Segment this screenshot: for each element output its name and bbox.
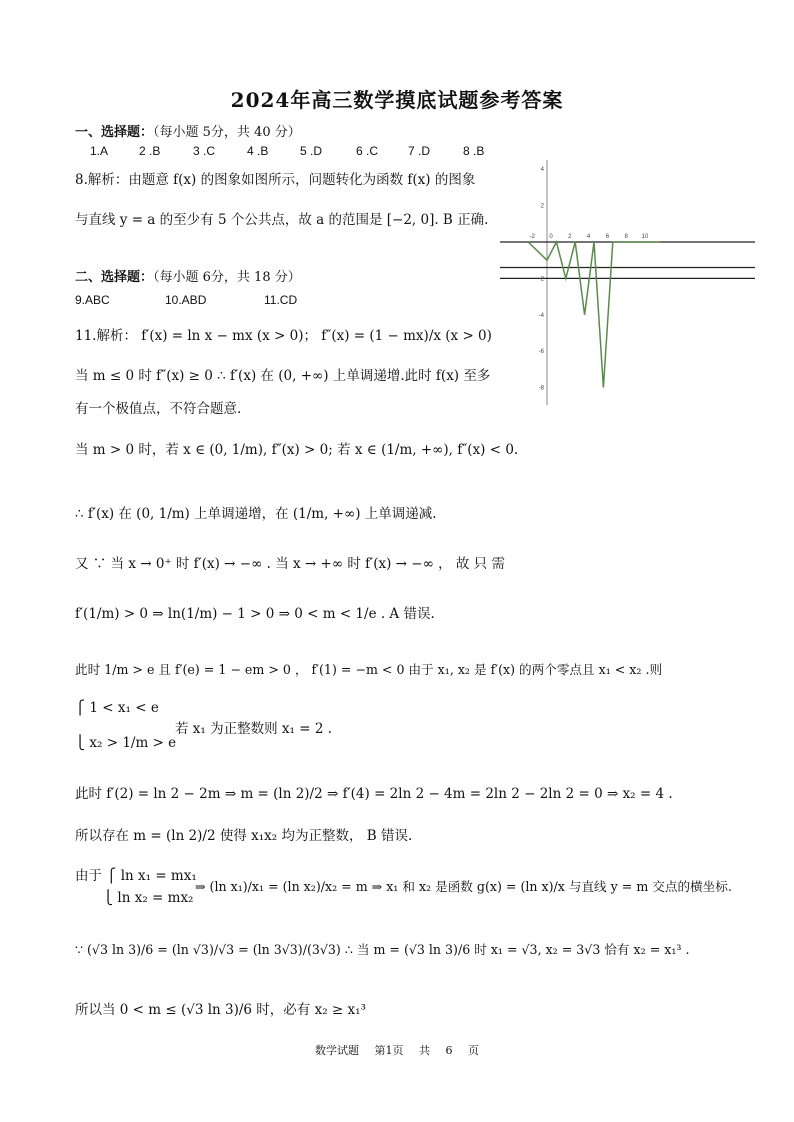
function-graph xyxy=(500,155,755,407)
section2-heading xyxy=(75,266,301,285)
x-tick-label: 6 xyxy=(605,234,610,240)
x-tick-label: -2 xyxy=(529,234,535,240)
q8-line1: 8.解析：由题意 f(x) 的图象如图所示，问题转化为函数 f(x) 的图象 xyxy=(75,172,476,188)
y-tick-label: -4 xyxy=(538,312,544,319)
q11-line13: ∵ (√3 ln 3)/6 = (ln √3)/√3 = (ln 3√3)/(3√3) ∴ 当 m = (√3 ln 3)/6 时 x₁ = √3, x₂ = 3√3 恰有 x₂ = x₁³ . xyxy=(75,942,690,957)
answer-6: 6 .C xyxy=(356,144,379,158)
section2-note: （每小题 6分，共 18 分） xyxy=(153,270,301,285)
q8-line2: 与直线 y = a 的至少有 5 个公共点，故 a 的范围是 [−2, 0]. B 正确. xyxy=(75,212,489,228)
page-footer: 数学试题 第1页 共 6 页 xyxy=(315,1044,479,1057)
y-tick-label: -2 xyxy=(538,276,544,283)
q11-system2-row1: 由于 ⎧ ln x₁ = mx₁ xyxy=(75,868,197,884)
q11-line5: ∴ f′(x) 在 (0, 1/m) 上单调递增，在 (1/m, +∞) 上单调递减. xyxy=(75,506,437,522)
x-tick-label: 4 xyxy=(586,234,591,240)
function-curve xyxy=(528,242,660,388)
answer-11: 11.CD xyxy=(264,293,298,307)
answer-3: 3 .C xyxy=(193,144,216,158)
q11-line14: 所以当 0 < m ≤ (√3 ln 3)/6 时，必有 x₂ ≥ x₁³ xyxy=(75,1002,366,1018)
answer-8: 8 .B xyxy=(463,144,485,158)
graph-layer xyxy=(500,160,755,405)
answer-2: 2 .B xyxy=(139,144,161,158)
q11-line8: 此时 1/m > e 且 f′(e) = 1 − em > 0 ， f′(1) = −m < 0 由于 x₁, x₂ 是 f′(x) 的两个零点且 x₁ < x₂ .则 xyxy=(75,662,663,677)
q11-line7: f′(1/m) > 0 ⇒ ln(1/m) − 1 > 0 ⇒ 0 < m < 1/e . A 错误. xyxy=(75,606,435,622)
answer-1: 1.A xyxy=(90,144,109,158)
answer-9: 9.ABC xyxy=(75,293,110,307)
q11-line4: 当 m > 0 时，若 x ∈ (0, 1/m), f″(x) > 0; 若 x ∈ (1/m, +∞), f″(x) < 0. xyxy=(75,442,519,458)
x-tick-label: 10 xyxy=(641,234,649,240)
q11-system2-conclusion: ⇒ (ln x₁)/x₁ = (ln x₂)/x₂ = m ⇒ x₁ 和 x₂ 是函数 g(x) = (ln x)/x 与直线 y = m 交点的横坐标. xyxy=(195,879,732,894)
section1-note: （每小题 5分，共 40 分） xyxy=(153,125,301,140)
answer-5: 5 .D xyxy=(300,144,323,158)
answer-10: 10.ABD xyxy=(165,293,207,307)
y-tick-label: -8 xyxy=(538,385,544,392)
q11-line6: 又 ∵ 当 x → 0⁺ 时 f′(x) → −∞ . 当 x → +∞ 时 f′(x) → −∞ ， 故 只 需 xyxy=(75,556,505,572)
q11-line1: 11.解析： f′(x) = ln x − mx (x > 0)； f″(x) = (1 − mx)/x (x > 0) xyxy=(75,328,492,344)
y-tick-label: 4 xyxy=(540,167,544,174)
section1-heading-label: 一、选择题： xyxy=(75,125,154,140)
page-title: 2024年高三数学摸底试题参考答案 xyxy=(230,88,564,112)
q11-system1-row1: ⎧ 1 < x₁ < e xyxy=(75,700,159,716)
q11-system1-row2: ⎩ x₂ > 1/m > e xyxy=(75,735,177,751)
answer-7: 7 .D xyxy=(408,144,431,158)
y-tick-label: -6 xyxy=(538,349,544,356)
q11-system1-conclusion: 若 x₁ 为正整数则 x₁ = 2 . xyxy=(175,721,332,737)
q11-line3: 有一个极值点，不符合题意. xyxy=(75,401,242,417)
y-tick-label: 2 xyxy=(540,203,544,210)
q11-system2-row2: ⎩ ln x₂ = mx₂ xyxy=(103,890,194,906)
section2-heading-label: 二、选择题： xyxy=(75,270,154,285)
x-tick-label: 8 xyxy=(624,234,628,240)
x-tick-label: 2 xyxy=(568,234,572,240)
section1-heading xyxy=(75,121,301,140)
x-tick-label: 0 xyxy=(549,234,553,240)
answer-4: 4 .B xyxy=(247,144,269,158)
q11-line10: 此时 f′(2) = ln 2 − 2m ⇒ m = (ln 2)/2 ⇒ f′(4) = 2ln 2 − 4m = 2ln 2 − 2ln 2 = 0 ⇒ x₂ = 4 . xyxy=(75,786,673,802)
q11-line2: 当 m ≤ 0 时 f″(x) ≥ 0 ∴ f′(x) 在 (0, +∞) 上单调递增.此时 f(x) 至多 xyxy=(75,368,491,384)
q11-line11: 所以存在 m = (ln 2)/2 使得 x₁x₂ 均为正整数， B 错误. xyxy=(75,828,413,844)
